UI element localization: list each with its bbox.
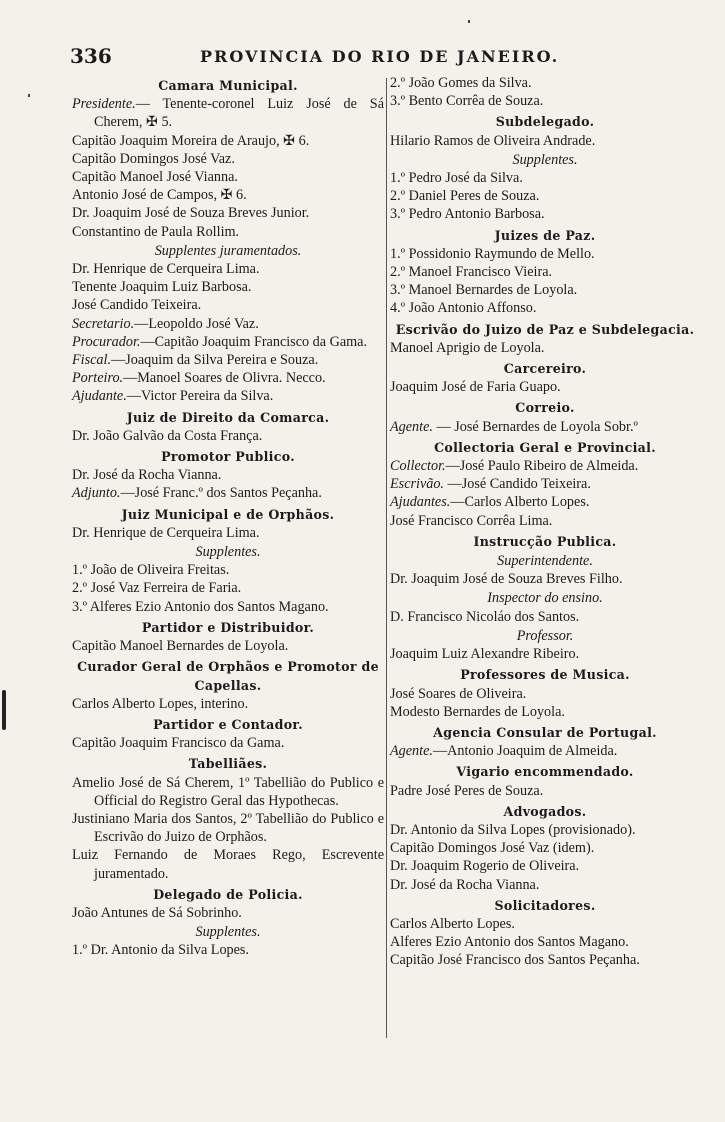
entry-text: 2.º Manoel Francisco Vieira. [390,264,553,281]
entry-text: 1.º João de Oliveira Freitas. [72,562,230,579]
directory-entry [390,169,700,187]
section-heading: Agencia Consular de Portugal. [433,724,657,740]
directory-entry [390,457,700,475]
directory-entry [390,418,700,436]
directory-entry [390,299,700,317]
entry-role: Fiscal. [72,352,112,369]
entry-text: —José Candido Teixeira. [443,476,591,493]
directory-entry [72,369,384,387]
directory-entry [390,703,700,721]
entry-text: Dr. Henrique de Cerqueira Lima. [72,524,260,541]
entry-text: 3.º Manoel Bernardes de Loyola. [390,282,578,299]
entry-text: Alferes Ezio Antonio dos Santos Magano. [390,934,629,951]
entry-role: Agente. [390,743,433,760]
entry-text: 2.º Daniel Peres de Souza. [390,188,540,205]
directory-entry [72,598,384,616]
entry-text: D. Francisco Nicoláo dos Santos. [390,608,580,625]
directory-entry [390,205,700,223]
directory-entry [72,333,384,351]
section-heading: Escrivão do Juizo de Paz e Subdelegacia. [395,321,695,337]
entry-text: —Leopoldo José Vaz. [134,315,259,332]
section-subheading: Inspector do ensino. [487,590,603,607]
right-column [390,74,700,970]
directory-entry [390,608,700,626]
entry-text: Capitão José Francisco dos Santos Peçanha. [390,952,640,969]
section-heading: Curador Geral de Orphãos e Promotor de Capellas. [77,659,379,693]
entry-text: Joaquim Luiz Alexandre Ribeiro. [390,646,580,663]
entry-text: 4.º João Antonio Affonso. [390,300,537,317]
section-heading: Tabelliães. [188,756,268,772]
directory-entry [390,493,700,511]
entry-text: Manoel Aprigio de Loyola. [390,339,545,356]
directory-entry [72,315,384,333]
directory-entry [72,734,384,752]
entry-text: Justiniano Maria dos Santos, 2º Tabellião do Publico e Escrivão do Juizo de Orphãos. [72,810,384,846]
directory-entry [72,351,384,369]
entry-text: Carlos Alberto Lopes, interino. [72,695,249,712]
directory-entry [390,187,700,205]
entry-text: 2.º José Vaz Ferreira de Faria. [72,580,242,597]
directory-entry [390,263,700,281]
page-header [70,44,700,70]
section-subheading: Superintendente. [497,553,593,570]
entry-text: Dr. José da Rocha Vianna. [390,876,540,893]
directory-entry [72,427,384,445]
entry-text: Modesto Bernardes de Loyola. [390,703,565,720]
entry-text: Capitão Joaquim Francisco da Gama. [72,735,285,752]
directory-entry [390,281,700,299]
directory-entry [72,561,384,579]
section-heading: Partidor e Contador. [153,716,303,732]
section-heading: Advogados. [503,803,587,819]
entry-text: Dr. Joaquim Rogerio de Oliveira. [390,858,580,875]
entry-text: Joaquim José de Faria Guapo. [390,379,561,396]
section-heading: Subdelegado. [495,114,595,130]
entry-role: Escrivão. [390,476,444,493]
directory-entry [390,933,700,951]
entry-role: Adjunto. [72,485,121,502]
section-heading: Promotor Publico. [161,449,295,465]
section-heading: Delegado de Policia. [153,886,303,902]
entry-text: Capitão Manoel Bernardes de Loyola. [72,638,289,655]
entry-text: —Antonio Joaquim de Almeida. [432,743,618,760]
directory-entry [72,846,384,882]
directory-entry [72,904,384,922]
entry-text: Capitão Joaquim Moreira de Araujo, ✠ 6. [72,132,310,149]
entry-text: Capitão Manoel José Vianna. [72,169,238,186]
directory-entry [390,512,700,530]
entry-text: Dr. Antonio da Silva Lopes (provisionado). [390,821,636,838]
directory-entry [390,74,700,92]
running-title: PROVINCIA DO RIO DE JANEIRO. [200,47,560,66]
entry-text: José Candido Teixeira. [72,297,202,314]
directory-entry [390,570,700,588]
entry-text: Luiz Fernando de Moraes Rego, Escrevente juramentado. [72,847,384,882]
entry-text: 3.º Pedro Antonio Barbosa. [390,206,545,223]
section-heading: Juiz de Direito da Comarca. [126,409,330,425]
directory-entry [72,260,384,278]
directory-entry [390,132,700,150]
entry-text: José Francisco Corrêa Lima. [390,512,553,529]
entry-text: Constantino de Paula Rollim. [72,223,240,240]
directory-entry [72,637,384,655]
entry-text: Antonio José de Campos, ✠ 6. [72,187,247,204]
directory-entry [72,484,384,502]
entry-text: José Soares de Oliveira. [390,685,527,702]
entry-text: —José Franc.º dos Santos Peçanha. [120,485,322,502]
directory-entry [390,475,700,493]
directory-entry [390,245,700,263]
section-heading: Correio. [515,400,575,416]
directory-entry [390,339,700,357]
entry-text: Dr. Henrique de Cerqueira Lima. [72,261,260,278]
entry-role: Collector. [390,458,446,475]
directory-entry [72,95,384,131]
entry-role: Presidente. [72,96,136,113]
entry-text: 1.º Possidonio Raymundo de Mello. [390,245,595,262]
directory-entry [390,378,700,396]
section-heading: Vigario encommendado. [456,764,634,780]
page-number: 336 [70,44,112,68]
entry-text: Amelio José de Sá Cherem, 1º Tabellião do Publico e Official do Registro Geral das Hypothecas. [72,774,384,809]
directory-entry [390,685,700,703]
section-heading: Professores de Musica. [460,667,630,683]
entry-text: Dr. Joaquim José de Souza Breves Junior. [72,205,310,222]
directory-entry [72,186,384,204]
entry-text: Carlos Alberto Lopes. [390,915,515,932]
directory-entry [390,782,700,800]
directory-entry [390,839,700,857]
entry-text: 3.º Alferes Ezio Antonio dos Santos Magano. [72,598,329,615]
directory-entry [390,876,700,894]
entry-text: Dr. José da Rocha Vianna. [72,467,222,484]
entry-text: João Antunes de Sá Sobrinho. [72,904,242,921]
entry-text: —Joaquim da Silva Pereira e Souza. [111,352,319,369]
entry-text: Padre José Peres de Souza. [390,782,544,799]
entry-text: —Victor Pereira da Silva. [126,388,274,405]
entry-text: 1.º Pedro José da Silva. [390,170,523,187]
directory-entry [390,821,700,839]
entry-text: Capitão Domingos José Vaz (idem). [390,840,595,857]
directory-entry [72,695,384,713]
section-heading: Collectoria Geral e Provincial. [434,439,656,455]
entry-text: —Carlos Alberto Lopes. [450,494,590,511]
section-heading: Juiz Municipal e de Orphãos. [121,506,335,522]
column-divider [386,78,387,1038]
margin-mark [2,690,6,730]
directory-entry [390,742,700,760]
directory-entry [72,810,384,846]
entry-text: — José Bernardes de Loyola Sobr.º [432,418,638,435]
section-subheading: Supplentes juramentados. [154,242,302,259]
print-speck [28,94,30,97]
entry-text: Dr. Joaquim José de Souza Breves Filho. [390,571,623,588]
section-subheading: Supplentes. [195,544,261,561]
directory-entry [390,92,700,110]
directory-entry [72,278,384,296]
entry-role: Procurador. [72,333,141,350]
directory-entry [390,915,700,933]
entry-role: Ajudante. [72,388,127,405]
entry-text: —Capitão Joaquim Francisco da Gama. [140,333,368,350]
directory-entry [72,941,384,959]
left-column [72,74,384,960]
entry-role: Porteiro. [72,370,124,387]
directory-entry [72,387,384,405]
entry-text: 1.º Dr. Antonio da Silva Lopes. [72,942,250,959]
entry-text: —Manoel Soares de Olivra. Necco. [123,370,326,387]
section-subheading: Professor. [516,627,574,644]
directory-entry [72,132,384,150]
section-heading: Camara Municipal. [158,78,298,93]
directory-entry [72,168,384,186]
directory-entry [72,774,384,810]
entry-text: Dr. João Galvão da Costa França. [72,427,263,444]
directory-entry [72,296,384,314]
print-speck [468,20,470,23]
entry-text: Capitão Domingos José Vaz. [72,150,235,167]
directory-entry [72,524,384,542]
directory-entry [72,204,384,222]
directory-entry [72,466,384,484]
entry-role: Agente. [390,418,433,435]
directory-entry [390,951,700,969]
entry-text: —José Paulo Ribeiro de Almeida. [445,458,639,475]
section-heading: Partidor e Distribuidor. [141,619,315,635]
entry-text: 3.º Bento Corrêa de Souza. [390,93,544,110]
entry-text: Tenente Joaquim Luiz Barbosa. [72,279,252,296]
entry-text: — Tenente-coronel Luiz José de Sá Cherem, ✠ 5. [94,96,384,131]
section-heading: Instrucção Publica. [473,533,617,549]
section-subheading: Supplentes. [195,924,261,941]
section-heading: Solicitadores. [494,897,596,913]
entry-role: Ajudantes. [390,494,451,511]
directory-entry [390,645,700,663]
directory-entry [72,150,384,168]
section-heading: Carcereiro. [503,361,587,377]
entry-role: Secretario. [72,315,135,332]
directory-entry [72,579,384,597]
entry-text: Hilario Ramos de Oliveira Andrade. [390,132,596,149]
directory-entry [390,857,700,875]
directory-entry [72,223,384,241]
entry-text: 2.º João Gomes da Silva. [390,75,532,91]
section-subheading: Supplentes. [512,151,578,168]
section-heading: Juizes de Paz. [494,227,596,243]
